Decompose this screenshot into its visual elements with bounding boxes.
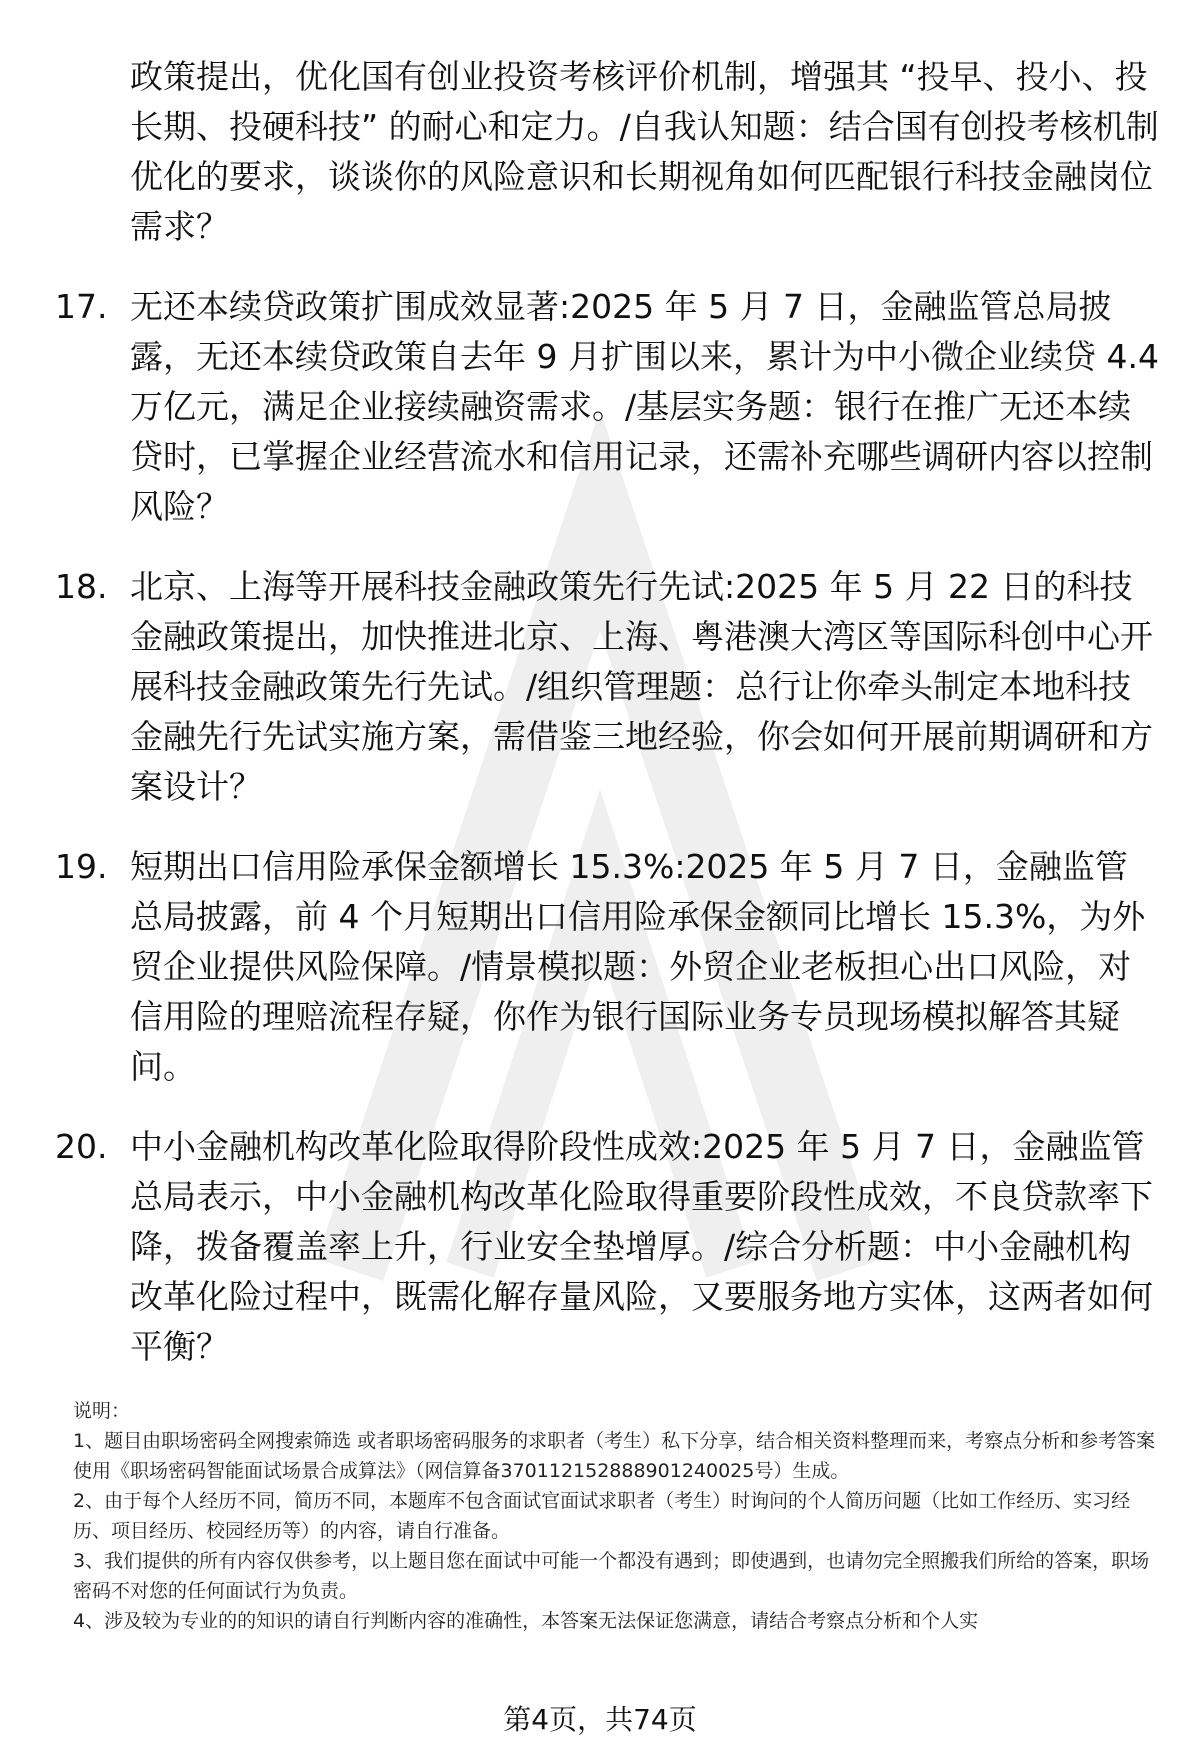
page-number: 第4页，共74页 bbox=[503, 1703, 697, 1736]
note-line-2: 2、由于每个人经历不同，简历不同，本题库不包含面试官面试求职者（考生）时询问的个人简历问题（比如工作经历、实习经历、项目经历、校园经历等）的内容，请自行准备。 bbox=[73, 1490, 1131, 1542]
question-text: 无还本续贷政策扩围成效显著:2025 年 5 月 7 日，金融监管总局披露，无还本续贷政策自去年 9 月扩围以来，累计为中小微企业续贷 4.4 万亿元，满足企业接续融资需求。/基层实务题：银行在推广无还本续贷时，已掌握企业经营流水和信用记录，还需补充哪些调研内容以控制风险？ bbox=[130, 287, 1159, 526]
question-number: 18. bbox=[55, 567, 108, 606]
question-text: 中小金融机构改革化险取得阶段性成效:2025 年 5 月 7 日，金融监管总局表示，中小金融机构改革化险取得重要阶段性成效，不良贷款率下降，拨备覆盖率上升，行业安全垫增厚。/综合分析题：中小金融机构改革化险过程中，既需化解存量风险，又要服务地方实体，这两者如何平衡？ bbox=[130, 1127, 1153, 1366]
question-item-18 bbox=[55, 562, 1160, 812]
question-item-17 bbox=[55, 282, 1160, 532]
question-number: 19. bbox=[55, 847, 108, 886]
question-number: 17. bbox=[55, 287, 108, 326]
note-line-1: 1、题目由职场密码全网搜索筛选 或者职场密码服务的求职者（考生）私下分享，结合相关资料整理而来，考察点分析和参考答案使用《职场密码智能面试场景合成算法》（网信算备370112152888901240025号）生成。 bbox=[73, 1430, 1156, 1482]
question-text: 政策提出，优化国有创业投资考核评价机制，增强其 “投早、投小、投长期、投硬科技” 的耐心和定力。/自我认知题：结合国有创投考核机制优化的要求，谈谈你的风险意识和长期视角如何匹配银行科技金融岗位需求？ bbox=[130, 57, 1159, 246]
question-text: 北京、上海等开展科技金融政策先行先试:2025 年 5 月 22 日的科技金融政策提出，加快推进北京、上海、粤港澳大湾区等国际科创中心开展科技金融政策先行先试。/组织管理题：总行让你牵头制定本地科技金融先行先试实施方案，需借鉴三地经验，你会如何开展前期调研和方案设计？ bbox=[130, 567, 1153, 806]
question-text: 短期出口信用险承保金额增长 15.3%:2025 年 5 月 7 日，金融监管总局披露，前 4 个月短期出口信用险承保金额同比增长 15.3%，为外贸企业提供风险保障。/情景模拟题：外贸企业老板担心出口风险，对信用险的理赔流程存疑，你作为银行国际业务专员现场模拟解答其疑问。 bbox=[130, 847, 1146, 1086]
question-continuation bbox=[130, 52, 1160, 252]
question-number: 20. bbox=[55, 1127, 108, 1166]
notes-title: 说明： bbox=[73, 1400, 131, 1422]
note-line-4: 4、涉及较为专业的的知识的请自行判断内容的准确性，本答案无法保证您满意，请结合考察点分析和个人实 bbox=[73, 1610, 979, 1632]
question-item-20 bbox=[55, 1122, 1160, 1372]
question-item-19 bbox=[55, 842, 1160, 1092]
document-body bbox=[55, 52, 1160, 1402]
note-line-3: 3、我们提供的所有内容仅供参考，以上题目您在面试中可能一个都没有遇到；即使遇到，也请勿完全照搬我们所给的答案，职场密码不对您的任何面试行为负责。 bbox=[73, 1550, 1150, 1602]
notes-section bbox=[73, 1396, 1163, 1636]
